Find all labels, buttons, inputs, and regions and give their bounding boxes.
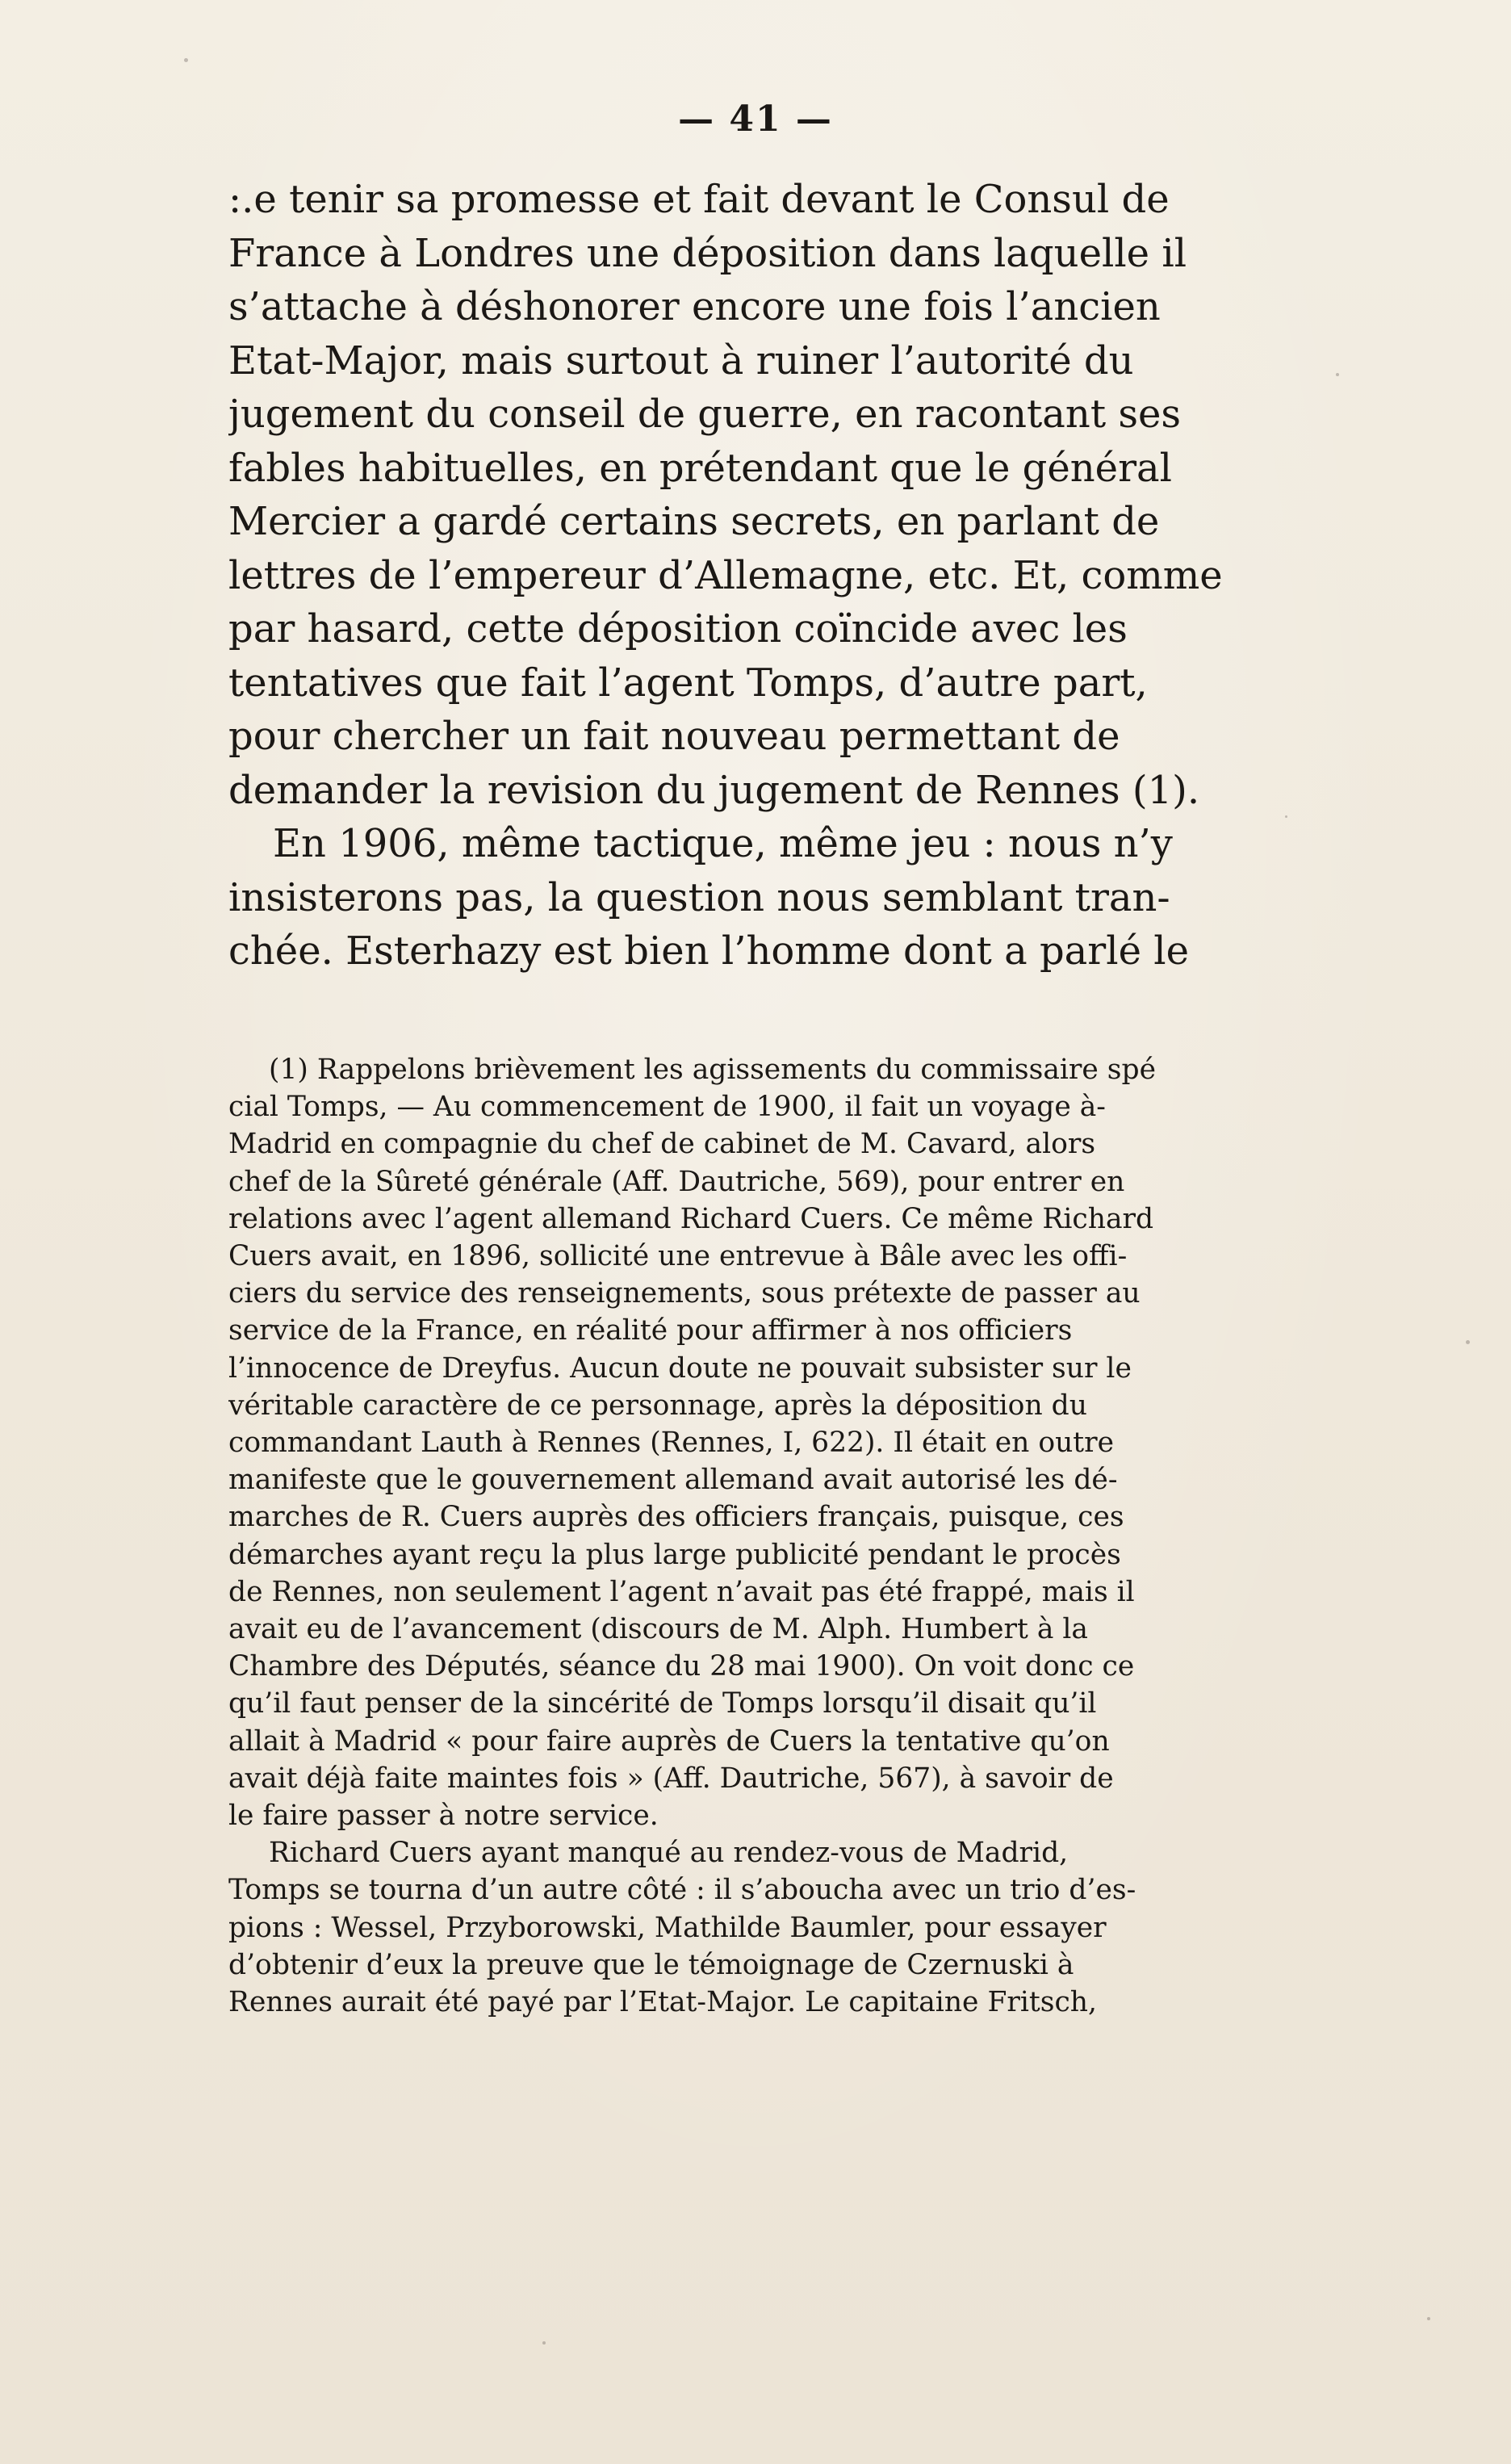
footnote-line: commandant Lauth à Rennes (Rennes, I, 622). Il était en outre [228,1427,1115,1460]
footnote-line: marches de R. Cuers auprès des officiers français, puisque, ces [228,1501,1124,1534]
footnote-line: Chambre des Députés, séance du 28 mai 1900). On voit donc ce [228,1650,1135,1683]
body-line: chée. Esterhazy est bien l’homme dont a parlé le [228,928,1190,974]
footnote-line: d’obtenir d’eux la preuve que le témoignage de Czernuski à [228,1948,1074,1981]
footnote-line: de Rennes, non seulement l’agent n’avait pas été frappé, mais il [228,1575,1135,1608]
paper-speck [1336,373,1339,376]
body-line: tentatives que fait l’agent Tomps, d’autre part, [228,660,1148,706]
body-line: France à Londres une déposition dans laquelle il [228,230,1187,276]
footnote-line: pions : Wessel, Przyborowski, Mathilde Baumler, pour essayer [228,1911,1107,1944]
footnote-line: chef de la Sûreté générale (Aff. Dautriche, 569), pour entrer en [228,1165,1125,1198]
footnote-line: Rennes aurait été payé par l’Etat-Major. Le capitaine Fritsch, [228,1986,1097,2019]
footnote-line: avait eu de l’avancement (discours de M. Alph. Humbert à la [228,1613,1088,1646]
body-line: lettres de l’empereur d’Allemagne, etc. Et, comme [228,552,1223,598]
body-line: Etat-Major, mais surtout à ruiner l’autorité du [228,337,1134,383]
body-line: pour chercher un fait nouveau permettant de [228,714,1120,759]
footnote-line: ciers du service des renseignements, sous prétexte de passer au [228,1277,1141,1310]
footnote-line: avait déjà faite maintes fois » (Aff. Dautriche, 567), à savoir de [228,1762,1114,1795]
page-number: — 41 — [678,98,833,140]
body-line: insisterons pas, la question nous semblant tran- [228,874,1170,920]
body-line: Mercier a gardé certains secrets, en parlant de [228,499,1160,544]
footnote-line: qu’il faut penser de la sincérité de Tomps lorsqu’il disait qu’il [228,1687,1097,1720]
footnote-line: le faire passer à notre service. [228,1800,659,1833]
paper-speck [542,2341,546,2345]
body-line: demander la revision du jugement de Rennes (1). [228,767,1200,813]
footnote-line: manifeste que le gouvernement allemand avait autorisé les dé- [228,1464,1118,1497]
footnote-line: cial Tomps, — Au commencement de 1900, il fait un voyage à- [228,1091,1106,1124]
paper-speck [184,58,188,62]
footnote-line: service de la France, en réalité pour affirmer à nos officiers [228,1314,1073,1347]
body-line: par hasard, cette déposition coïncide avec les [228,606,1128,652]
paper-speck [1427,2317,1430,2320]
body-line: fables habituelles, en prétendant que le général [228,445,1172,491]
footnote-block [228,1051,1270,2021]
paper-speck [1285,815,1287,818]
footnote-line: (1) Rappelons brièvement les agissements du commissaire spé [269,1054,1157,1086]
footnote-line: Cuers avait, en 1896, sollicité une entrevue à Bâle avec les offi- [228,1240,1128,1273]
footnote-line: Madrid en compagnie du chef de cabinet de M. Cavard, alors [228,1128,1096,1161]
footnote-line: relations avec l’agent allemand Richard Cuers. Ce même Richard [228,1202,1154,1235]
footnote-line: l’innocence de Dreyfus. Aucun doute ne pouvait subsister sur le [228,1351,1132,1385]
footnote-line: Richard Cuers ayant manqué au rendez-vous de Madrid, [269,1837,1069,1870]
body-line: En 1906, même tactique, même jeu : nous n’y [273,821,1173,866]
body-line: s’attache à déshonorer encore une fois l’ancien [228,284,1161,329]
body-line: :.e tenir sa promesse et fait devant le Consul de [228,177,1170,222]
footnote-line: Tomps se tourna d’un autre côté : il s’aboucha avec un trio d’es- [228,1874,1136,1907]
footnote-line: véritable caractère de ce personnage, après la déposition du [228,1389,1087,1422]
body-text [228,173,1270,978]
footnote-line: démarches ayant reçu la plus large publicité pendant le procès [228,1538,1121,1571]
body-line: jugement du conseil de guerre, en racontant ses [228,392,1182,437]
paper-speck [1466,1340,1470,1344]
footnote-line: allait à Madrid « pour faire auprès de Cuers la tentative qu’on [228,1724,1110,1758]
